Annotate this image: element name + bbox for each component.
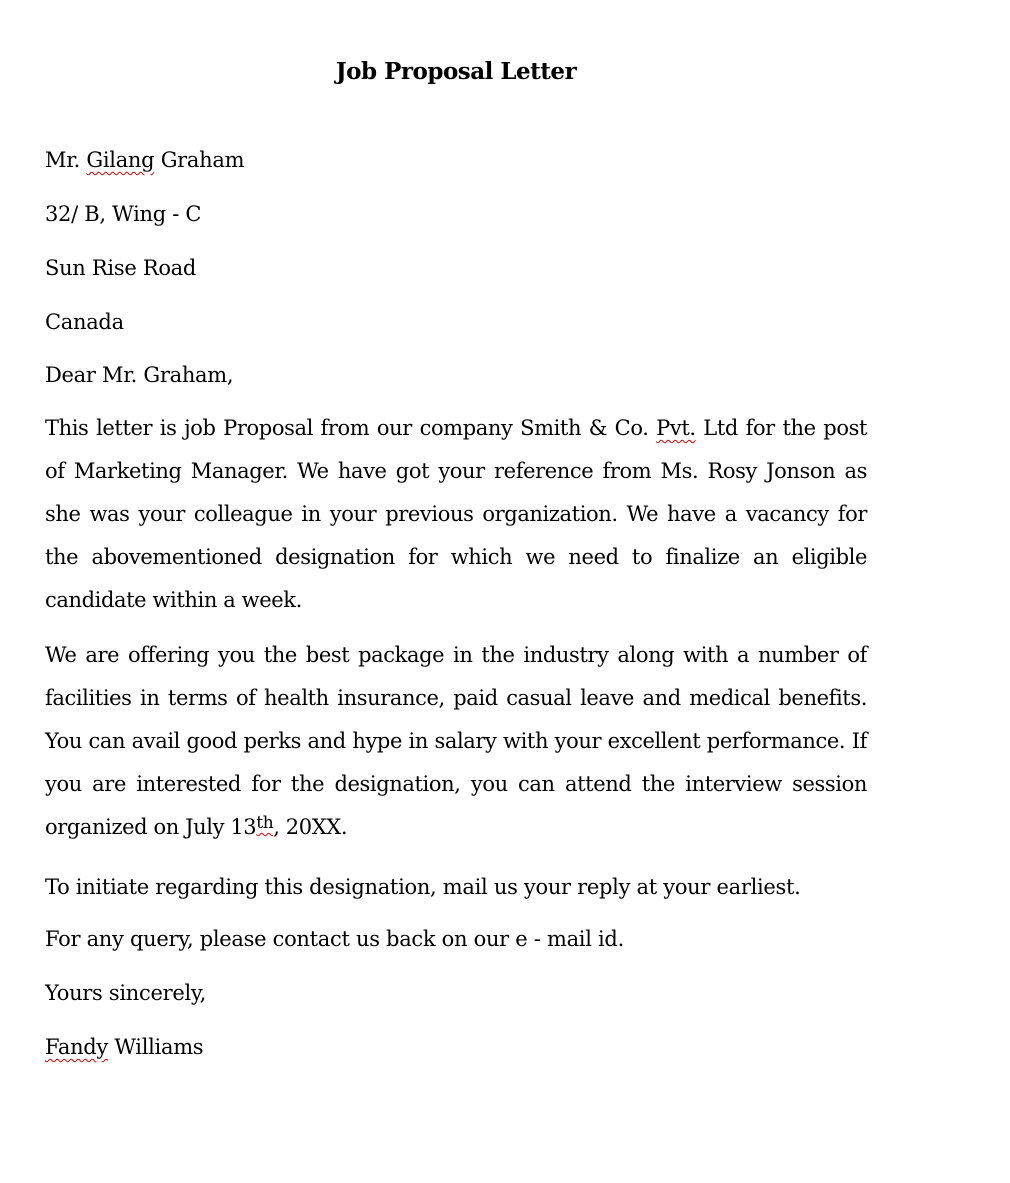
paragraph-4: For any query, please contact us back on our e - mail id.: [45, 927, 624, 951]
signature-last-name: Williams: [114, 1035, 204, 1059]
paragraph-2-end: , 20XX.: [273, 815, 348, 839]
date-superscript: th: [256, 813, 274, 833]
signature-first-name: Fandy: [45, 1035, 108, 1059]
letter-title: Job Proposal Letter: [335, 58, 577, 85]
salutation: Dear Mr. Graham,: [45, 363, 234, 387]
recipient-name: [45, 145, 244, 175]
recipient-last-name: Graham: [160, 148, 245, 172]
recipient-first-name: Gilang: [86, 148, 155, 172]
recipient-prefix: Mr.: [45, 148, 81, 172]
paragraph-1: [45, 407, 867, 622]
recipient-address-line2: Sun Rise Road: [45, 256, 197, 280]
recipient-country: Canada: [45, 310, 124, 334]
paragraph-3: To initiate regarding this designation, mail us your reply at your earliest.: [45, 875, 801, 899]
flagged-word-pvt: Pvt.: [656, 416, 696, 440]
paragraph-2: [45, 634, 867, 849]
paragraph-1-end: Ltd for the post of Marketing Manager. We have got your reference from Ms. Rosy Jonson as she was your colleague in your previous organization. We have a vacancy for the abovementioned designation for which we need to finalize an eligible candidate within a week.: [45, 416, 867, 612]
paragraph-2-start: We are offering you the best package in the industry along with a number of facilities in terms of health insurance, paid casual leave and medical benefits. You can avail good perks and hype in salary with your excellent performance. If you are interested for the designation, you can attend the interview session organized on July 13: [45, 643, 867, 839]
recipient-address-line1: 32/ B, Wing - C: [45, 202, 202, 226]
signature: [45, 1032, 203, 1062]
closing: Yours sincerely,: [45, 981, 207, 1005]
paragraph-1-start: This letter is job Proposal from our company Smith & Co.: [45, 416, 649, 440]
